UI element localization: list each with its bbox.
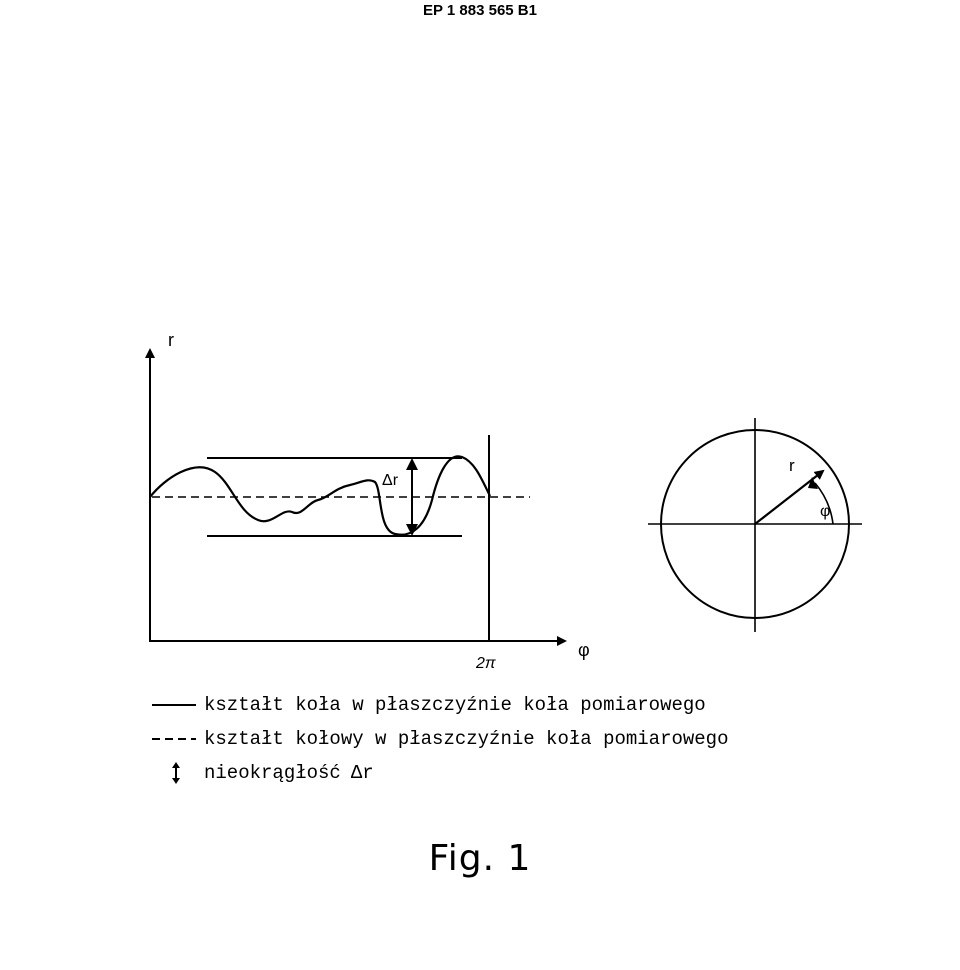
legend-delta-suffix: r <box>362 762 374 784</box>
legend-arrow-text: nieokrągłość <box>204 762 341 784</box>
double-arrow-symbol <box>150 761 198 785</box>
legend-delta-symbol: Δ <box>350 762 363 784</box>
legend-dashed-text: kształt kołowy w płaszczyźnie koła pomiarowego <box>204 728 729 750</box>
solid-line-symbol <box>150 693 198 717</box>
legend-arrow <box>150 761 374 785</box>
angle-label: φ <box>820 503 831 520</box>
patent-number: EP 1 883 565 B1 <box>423 2 537 19</box>
legend-solid-text: kształt koła w płaszczyźnie koła pomiarowego <box>204 694 706 716</box>
measured-profile-curve <box>150 456 490 534</box>
two-pi-label: 2π <box>476 655 496 672</box>
radius-label: r <box>789 456 795 475</box>
y-axis-label: r <box>168 330 174 350</box>
x-axis-label: φ <box>578 640 590 660</box>
delta-r-arrow-top <box>406 458 418 470</box>
dashed-line-symbol <box>150 727 198 751</box>
figure-caption: Fig. 1 <box>428 838 532 879</box>
legend-dashed <box>150 727 729 751</box>
legend-solid <box>150 693 706 717</box>
delta-r-label: Δr <box>382 472 399 489</box>
